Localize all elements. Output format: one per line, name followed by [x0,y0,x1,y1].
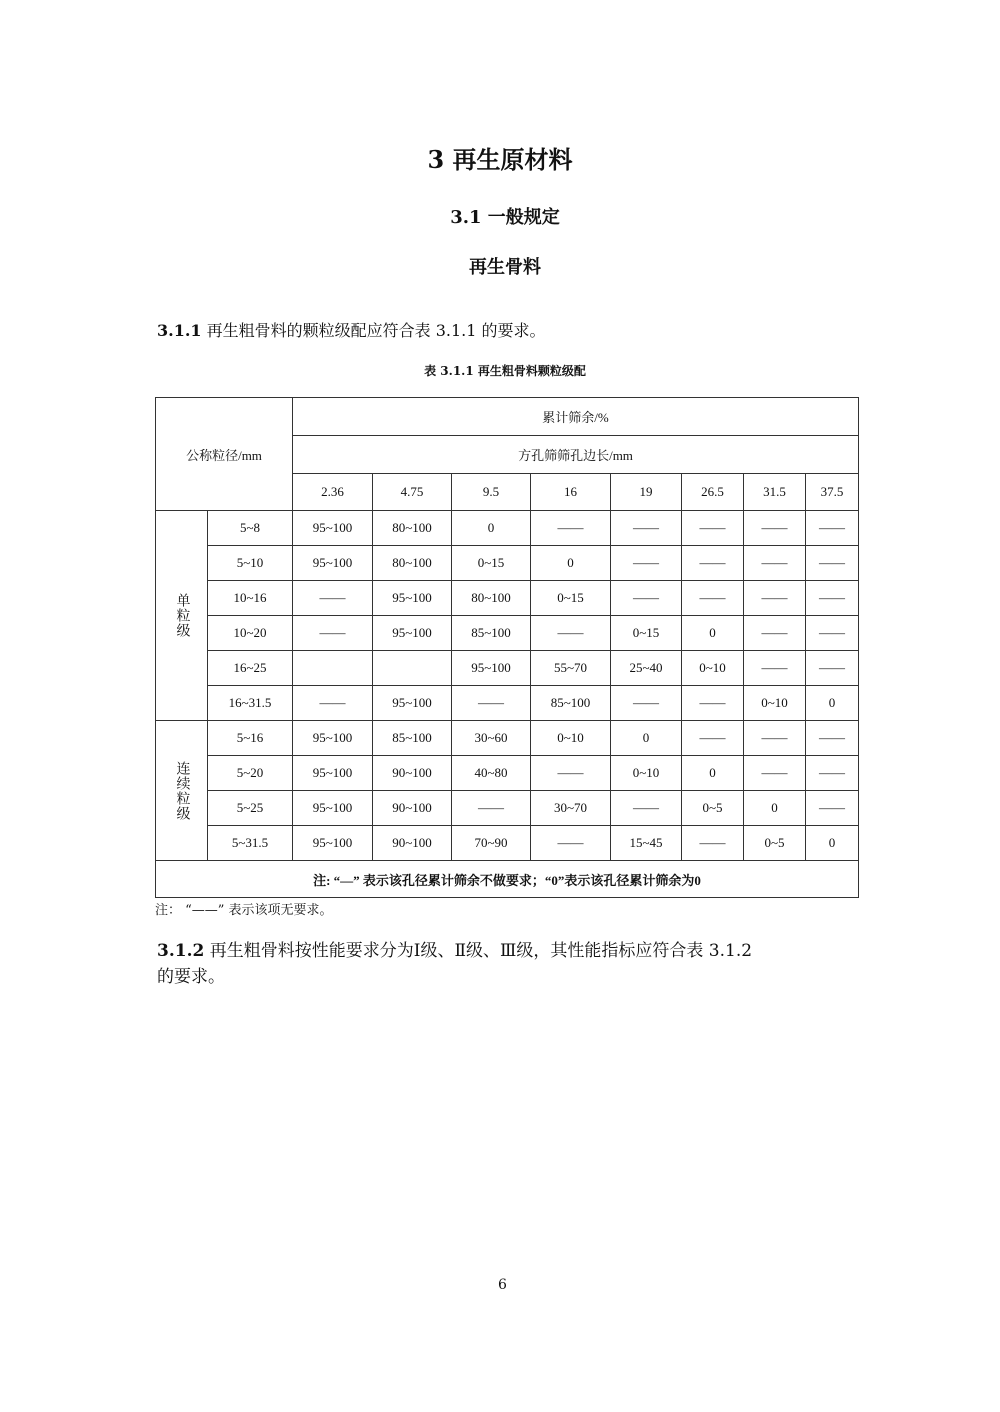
size-cell: 5~31.5 [208,826,293,861]
value-cell [373,651,452,686]
value-cell: 95~100 [293,791,373,826]
subsection-title: 再生骨料 [469,257,541,278]
clause-text-cont: 的要求。 [157,967,225,987]
value-cell [293,651,373,686]
table-row [156,826,859,861]
value-cell: —— [806,756,859,791]
value-cell: 0~15 [611,616,682,651]
chapter-title: 3 再生原材料 [427,145,573,174]
value-cell: 95~100 [373,581,452,616]
clause-number: 3.1.2 [157,941,205,961]
value-cell: —— [531,826,611,861]
value-cell: 90~100 [373,756,452,791]
value-cell: —— [611,546,682,581]
size-cell: 5~8 [208,511,293,546]
value-cell: 15~45 [611,826,682,861]
size-cell: 16~25 [208,651,293,686]
size-cell: 5~20 [208,756,293,791]
value-cell: 0 [744,791,806,826]
value-cell: —— [611,511,682,546]
value-cell: 40~80 [452,756,531,791]
value-cell: —— [293,581,373,616]
table-row [156,616,859,651]
table-row [156,791,859,826]
value-cell: 90~100 [373,826,452,861]
table-row [156,756,859,791]
value-cell: 0~5 [682,791,744,826]
value-cell: 0 [682,616,744,651]
value-cell: 95~100 [293,511,373,546]
size-cell: 10~16 [208,581,293,616]
value-cell: —— [293,616,373,651]
clause-number: 3.1.1 [157,321,202,340]
value-cell: 0~5 [744,826,806,861]
value-cell: 95~100 [293,826,373,861]
value-cell: 30~70 [531,791,611,826]
value-cell: —— [531,756,611,791]
value-cell: —— [611,581,682,616]
table-row [156,581,859,616]
value-cell: 0 [452,511,531,546]
clause-text: 再生粗骨料按性能要求分为Ⅰ级、Ⅱ级、Ⅲ级，其性能指标应符合表 3.1.2 [204,941,753,961]
value-cell: 95~100 [293,721,373,756]
footnote: 注： “——” 表示该项无要求。 [155,903,333,918]
value-cell: 80~100 [452,581,531,616]
value-cell: —— [611,791,682,826]
value-cell: 0~15 [452,546,531,581]
value-cell: —— [744,581,806,616]
value-cell: 80~100 [373,546,452,581]
value-cell: 25~40 [611,651,682,686]
value-cell: —— [682,721,744,756]
value-cell: 85~100 [452,616,531,651]
value-cell: 95~100 [293,546,373,581]
table-row [156,686,859,721]
value-cell: 0 [611,721,682,756]
sieve-header: 31.5 [744,474,806,511]
sieve-header: 9.5 [452,474,531,511]
value-cell: —— [744,511,806,546]
value-cell: 0 [531,546,611,581]
value-cell: —— [682,581,744,616]
sieve-header: 2.36 [293,474,373,511]
sieve-header: 37.5 [806,474,859,511]
value-cell: —— [452,791,531,826]
value-cell: 0 [682,756,744,791]
size-cell: 5~10 [208,546,293,581]
clause-3-1-1 [157,318,546,341]
value-cell: 0 [806,826,859,861]
page-number: 6 [498,1277,507,1293]
value-cell: —— [806,616,859,651]
table-note: 注: “—” 表示该孔径累计筛余不做要求；“0”表示该孔径累计筛余为0 [156,861,859,898]
value-cell: 95~100 [373,686,452,721]
value-cell: 90~100 [373,791,452,826]
size-cell: 5~16 [208,721,293,756]
value-cell: —— [682,546,744,581]
value-cell: —— [806,791,859,826]
value-cell: 0~10 [611,756,682,791]
header-cumulative: 累计筛余/% [293,398,859,436]
value-cell: 0 [806,686,859,721]
table-row [156,651,859,686]
table-row [156,511,859,546]
value-cell: 85~100 [531,686,611,721]
clause-3-1-2 [157,938,752,990]
sieve-header: 19 [611,474,682,511]
value-cell: —— [293,686,373,721]
sieve-header: 16 [531,474,611,511]
value-cell: 95~100 [373,616,452,651]
sieve-header: 4.75 [373,474,452,511]
value-cell: 95~100 [293,756,373,791]
value-cell: 0~10 [744,686,806,721]
value-cell: —— [682,686,744,721]
value-cell: 55~70 [531,651,611,686]
value-cell: —— [744,721,806,756]
value-cell: 85~100 [373,721,452,756]
value-cell: —— [611,686,682,721]
size-cell: 5~25 [208,791,293,826]
value-cell: 0~15 [531,581,611,616]
value-cell: —— [744,546,806,581]
table-row [156,721,859,756]
grading-table [155,397,859,898]
value-cell: —— [744,756,806,791]
value-cell: 0~10 [531,721,611,756]
value-cell: —— [744,616,806,651]
size-cell: 16~31.5 [208,686,293,721]
value-cell: 95~100 [452,651,531,686]
value-cell: —— [744,651,806,686]
header-sieve: 方孔筛筛孔边长/mm [293,436,859,474]
value-cell: —— [531,511,611,546]
value-cell: 70~90 [452,826,531,861]
size-cell: 10~20 [208,616,293,651]
value-cell: —— [806,581,859,616]
group-label: 连续粒级 [156,721,208,861]
value-cell: —— [806,651,859,686]
value-cell: —— [806,546,859,581]
group-label: 单粒级 [156,511,208,721]
header-nominal-size: 公称粒径/mm [156,398,293,511]
value-cell: —— [452,686,531,721]
table-caption: 表 3.1.1 再生粗骨料颗粒级配 [424,364,586,378]
value-cell: —— [682,511,744,546]
sieve-header: 26.5 [682,474,744,511]
value-cell: —— [531,616,611,651]
section-title: 3.1 一般规定 [450,207,560,228]
value-cell: 0~10 [682,651,744,686]
value-cell: —— [682,826,744,861]
clause-text: 再生粗骨料的颗粒级配应符合表 3.1.1 的要求。 [201,321,546,340]
value-cell: 80~100 [373,511,452,546]
value-cell: —— [806,721,859,756]
value-cell: 30~60 [452,721,531,756]
table-row [156,546,859,581]
value-cell: —— [806,511,859,546]
